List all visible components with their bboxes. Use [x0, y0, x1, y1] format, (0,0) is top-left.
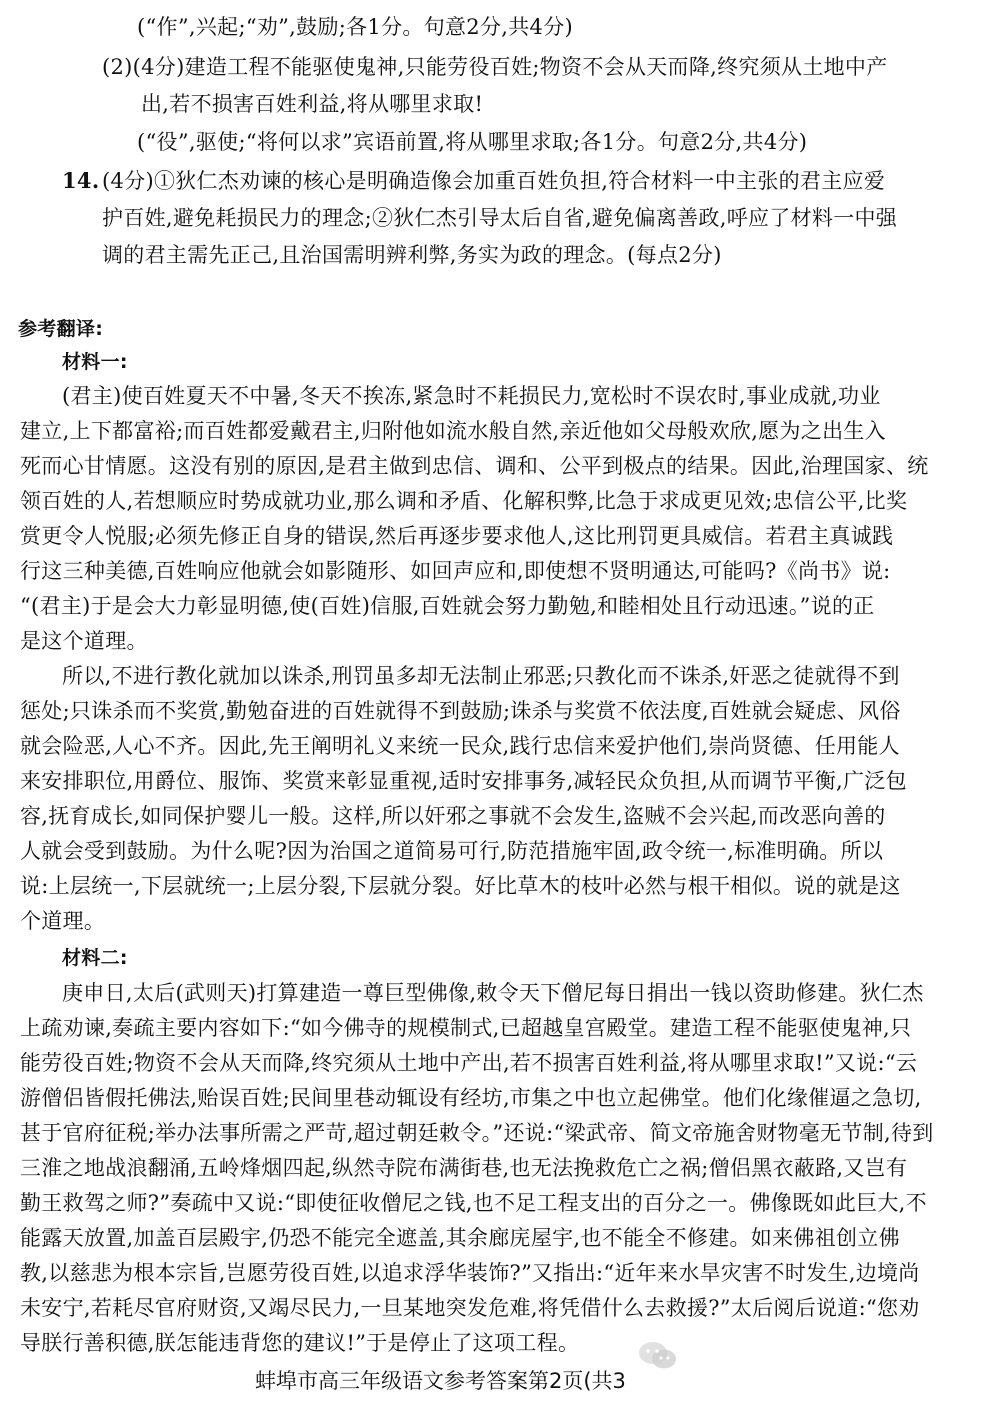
- material2-para1-line: 能劳役百姓;物资不会从天而降,终究须从土地中产出,若不损害百姓利益,将从哪里求取!”又说:“云: [20, 1051, 918, 1075]
- material2-para1-line: 教,以慈悲为根本宗旨,岂愿劳役百姓,以追求浮华装饰?”又指出:“近年来水旱灾害不时发生,边境尚: [20, 1261, 920, 1285]
- material1-para2-line: 惩处;只诛杀而不奖赏,勤勉奋进的百姓就得不到鼓励;诛杀与奖赏不依法度,百姓就会疑虑、风俗: [20, 699, 901, 723]
- q13-part2-line1: (2)(4分)建造工程不能驱使鬼神,只能劳役百姓;物资不会从天而降,终究须从土地中产: [102, 55, 888, 79]
- q13-part1-note: (“作”,兴起;“劝”,鼓励;各1分。句意2分,共4分): [137, 15, 573, 39]
- material1-para1-line: (君主)使百姓夏天不中暑,冬天不挨冻,紧急时不耗损民力,宽松时不误农时,事业成就,功业: [62, 384, 881, 408]
- material1-para1-line: “(君主)于是会大力彰显明德,使(百姓)信服,百姓就会努力勤勉,和睦相处且行动迅速。”说的正: [20, 594, 875, 618]
- q13-part2-line2: 出,若不损害百姓利益,将从哪里求取!: [141, 92, 484, 116]
- material1-para2-line: 个道理。: [20, 909, 106, 933]
- material1-para1-line: 死而心甘情愿。这没有别的原因,是君主做到忠信、调和、公平到极点的结果。因此,治理国家、统: [20, 454, 929, 478]
- translation-heading: 参考翻译:: [18, 318, 104, 340]
- q14-line2: 护百姓,避免耗损民力的理念;②狄仁杰引导太后自省,避免偏离善政,呼应了材料一中强: [102, 206, 898, 230]
- material2-para1-line: 勤王救驾之师?”奏疏中又说:“即使征收僧尼之钱,也不足工程支出的百分之一。佛像既如此巨大,不: [20, 1191, 927, 1215]
- material1-para1-line: 赏更令人悦服;必须先修正自身的错误,然后再逐步要求他人,这比刑罚更具威信。若君主真诚践: [20, 524, 894, 548]
- material1-para1-line: 建立,上下都富裕;而百姓都爱戴君主,归附他如流水般自然,亲近他如父母般欢欣,愿为之出生入: [20, 419, 886, 443]
- material2-para1-line: 庚申日,太后(武则天)打算建造一尊巨型佛像,敕令天下僧尼每日捐出一钱以资助修建。狄仁杰: [62, 981, 924, 1005]
- material2-para1-line: 三淮之地战浪翻涌,五岭烽烟四起,纵然寺院布满街巷,也无法挽救危亡之祸;僧侣黑衣蔽路,又岂有: [20, 1156, 908, 1180]
- material1-para2-line: 容,抚育成长,如同保护婴儿一般。这样,所以奸邪之事就不会发生,盗贼不会兴起,而改恶向善的: [20, 804, 886, 828]
- q13-part2-note: (“役”,驱使;“将何以求”宾语前置,将从哪里求取;各1分。句意2分,共4分): [137, 130, 808, 154]
- material2-para1-line: 能露天放置,加盖百层殿宇,仍恐不能完全遮盖,其余廊庑屋宇,也不能全不修建。如来佛祖创立佛: [20, 1226, 900, 1250]
- material1-para1-line: 是这个道理。: [20, 629, 148, 653]
- material2-para1-line: 甚于官府征税;举办法事所需之严苛,超过朝廷敕令。”还说:“梁武帝、简文帝施舍财物毫无节制,待到: [20, 1121, 934, 1145]
- material2-heading: 材料二:: [62, 947, 128, 969]
- material2-para1-line: 导朕行善积德,朕怎能违背您的建议!”于是停止了这项工程。: [20, 1331, 580, 1355]
- q14-number: 14.: [62, 168, 100, 193]
- material2-para1-line: 未安宁,若耗尽官府财资,又竭尽民力,一旦某地突发危难,将凭借什么去救援?”太后阅后说道:“您劝: [20, 1296, 920, 1320]
- q14-line3: 调的君主需先正己,且治国需明辨利弊,务实为政的理念。(每点2分): [102, 243, 722, 267]
- material1-para2-line: 来安排职位,用爵位、服饰、奖赏来彰显重视,适时安排事务,减轻民众负担,从而调节平衡,广泛包: [20, 769, 907, 793]
- material1-para1-line: 领百姓的人,若想顺应时势成就功业,那么调和矛盾、化解积弊,比急于求成更见效;忠信公平,比奖: [20, 489, 908, 513]
- material2-para1-line: 游僧侣皆假托佛法,贻误百姓;民间里巷动辄设有经坊,市集之中也立起佛堂。他们化缘催逼之急切,: [20, 1086, 922, 1110]
- page-footer: 蚌埠市高三年级语文参考答案第2页(共3: [255, 1369, 626, 1393]
- material1-para2-line: 说:上层统一,下层就统一;上层分裂,下层就分裂。好比草木的枝叶必然与根干相似。说的就是这: [20, 874, 901, 898]
- material1-para2-line: 就会险恶,人心不齐。因此,先王阐明礼义来统一民众,践行忠信来爱护他们,崇尚贤德、任用能人: [20, 734, 900, 758]
- chat-bubble-icon: [636, 1338, 680, 1374]
- material1-para2-line: 所以,不进行教化就加以诛杀,刑罚虽多却无法制止邪恶;只教化而不诛杀,奸恶之徒就得不到: [62, 664, 900, 688]
- material1-heading: 材料一:: [62, 351, 128, 373]
- material2-para1-line: 上疏劝谏,奏疏主要内容如下:“如今佛寺的规模制式,已超越皇宫殿堂。建造工程不能驱使鬼神,只: [20, 1016, 912, 1040]
- material1-para2-line: 人就会受到鼓励。为什么呢?因为治国之道简易可行,防范措施牢固,政令统一,标准明确。所以: [20, 839, 884, 863]
- material1-para1-line: 行这三种美德,百姓响应他就会如影随形、如回声应和,即使想不贤明通达,可能吗?《尚书》说:: [20, 559, 891, 583]
- q14-line1: (4分)①狄仁杰劝谏的核心是明确造像会加重百姓负担,符合材料一中主张的君主应爱: [102, 169, 886, 193]
